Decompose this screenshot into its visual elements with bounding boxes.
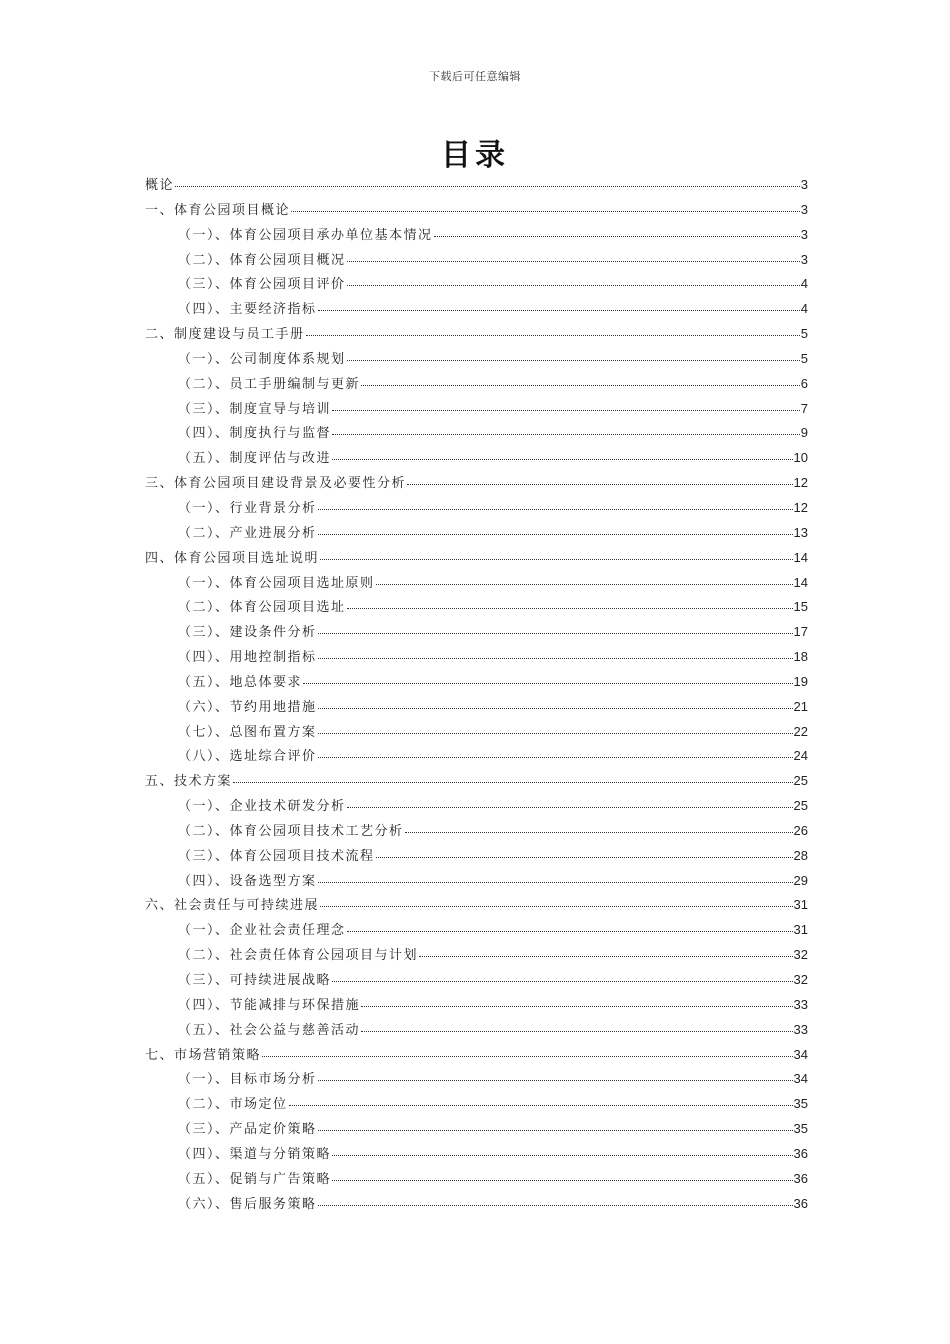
toc-entry-page-number: 9 <box>800 425 808 441</box>
toc-dot-leader <box>332 1155 793 1156</box>
toc-entry-label: （八）、选址综合评价 <box>178 749 317 765</box>
toc-entry[interactable] <box>145 870 808 895</box>
toc-entry-page-number: 6 <box>800 375 808 391</box>
toc-entry[interactable] <box>145 596 808 621</box>
toc-entry[interactable] <box>145 1193 808 1218</box>
toc-dot-leader <box>175 186 800 187</box>
toc-entry[interactable] <box>145 820 808 845</box>
toc-dot-leader <box>347 261 800 262</box>
toc-entry-page-number: 4 <box>800 301 808 317</box>
toc-entry-page-number: 13 <box>793 524 808 540</box>
toc-entry[interactable] <box>145 1143 808 1168</box>
toc-entry-label: 七、市场营销策略 <box>145 1047 262 1063</box>
toc-entry-label: 一、体育公园项目概论 <box>145 202 291 218</box>
toc-entry-page-number: 33 <box>793 1021 808 1037</box>
toc-entry-page-number: 14 <box>793 549 808 565</box>
toc-entry-label: 概论 <box>145 178 175 193</box>
toc-entry-page-number: 31 <box>793 922 808 938</box>
toc-dot-leader <box>347 608 793 609</box>
toc-entry-label: （一）、体育公园项目选址原则 <box>178 575 375 591</box>
toc-entry-label: （一）、公司制度体系规划 <box>178 351 346 367</box>
toc-entry-label: 二、制度建设与员工手册 <box>145 327 305 343</box>
toc-entry-page-number: 24 <box>793 748 808 764</box>
toc-entry-page-number: 12 <box>793 475 808 491</box>
toc-entry-page-number: 26 <box>793 822 808 838</box>
toc-entry-label: 六、社会责任与可持续进展 <box>145 898 320 914</box>
toc-entry-label: （四）、用地控制指标 <box>178 650 317 666</box>
toc-entry-page-number: 22 <box>793 723 808 739</box>
toc-dot-leader <box>361 385 800 386</box>
toc-entry-page-number: 19 <box>793 673 808 689</box>
toc-entry-label: （五）、社会公益与慈善活动 <box>178 1022 361 1038</box>
toc-entry[interactable] <box>145 1068 808 1093</box>
toc-entry[interactable] <box>145 572 808 597</box>
toc-dot-leader <box>318 509 793 510</box>
toc-entry-label: （六）、售后服务策略 <box>178 1196 317 1212</box>
toc-entry[interactable] <box>145 621 808 646</box>
toc-entry-label: （四）、渠道与分销策略 <box>178 1146 332 1162</box>
toc-dot-leader <box>262 1056 793 1057</box>
toc-entry-label: （二）、体育公园项目技术工艺分析 <box>178 823 404 839</box>
toc-entry[interactable] <box>145 745 808 770</box>
toc-entry-page-number: 36 <box>793 1170 808 1186</box>
toc-entry-label: （三）、体育公园项目技术流程 <box>178 848 375 864</box>
toc-entry-label: （一）、企业技术研发分析 <box>178 799 346 815</box>
toc-dot-leader <box>318 733 793 734</box>
toc-dot-leader <box>405 832 793 833</box>
toc-entry-page-number: 25 <box>793 773 808 789</box>
toc-entry-label: （六）、节约用地措施 <box>178 699 317 715</box>
toc-dot-leader <box>318 1205 793 1206</box>
toc-entry-label: （七）、总图布置方案 <box>178 724 317 740</box>
toc-entry[interactable] <box>145 273 808 298</box>
toc-entry-page-number: 34 <box>793 1071 808 1087</box>
page-title: 目录 <box>441 138 509 173</box>
toc-entry-page-number: 33 <box>793 996 808 1012</box>
toc-entry-label: （四）、节能减排与环保措施 <box>178 997 361 1013</box>
toc-dot-leader <box>332 459 793 460</box>
toc-entry[interactable] <box>145 398 808 423</box>
toc-entry[interactable] <box>145 1093 808 1118</box>
toc-entry-page-number: 3 <box>800 201 808 217</box>
toc-entry-page-number: 12 <box>793 499 808 515</box>
toc-entry-page-number: 35 <box>793 1096 808 1112</box>
toc-entry-page-number: 18 <box>793 649 808 665</box>
toc-entry-page-number: 36 <box>793 1195 808 1211</box>
toc-dot-leader <box>361 1031 793 1032</box>
toc-entry[interactable] <box>145 1118 808 1143</box>
toc-entry[interactable] <box>145 547 808 572</box>
toc-entry-page-number: 3 <box>800 251 808 267</box>
toc-entry-page-number: 7 <box>800 400 808 416</box>
toc-entry-page-number: 31 <box>793 897 808 913</box>
toc-entry[interactable] <box>145 894 808 919</box>
toc-dot-leader <box>318 310 800 311</box>
toc-entry[interactable] <box>145 298 808 323</box>
toc-entry-page-number: 34 <box>793 1046 808 1062</box>
toc-entry-label: 五、技术方案 <box>145 774 233 790</box>
toc-entry[interactable] <box>145 1044 808 1069</box>
toc-entry[interactable] <box>145 1019 808 1044</box>
toc-entry[interactable] <box>145 224 808 249</box>
toc-dot-leader <box>347 807 793 808</box>
toc-entry[interactable] <box>145 323 808 348</box>
toc-entry-page-number: 21 <box>793 698 808 714</box>
toc-entry-page-number: 32 <box>793 972 808 987</box>
toc-dot-leader <box>233 782 793 783</box>
header-note: 下载后可任意编辑 <box>429 70 521 83</box>
toc-entry[interactable] <box>145 422 808 447</box>
toc-entry-page-number: 35 <box>793 1121 808 1137</box>
toc-entry-label: （二）、体育公园项目选址 <box>178 600 346 616</box>
toc-dot-leader <box>318 658 793 659</box>
toc-entry-label: （二）、产业进展分析 <box>178 525 317 541</box>
toc-entry[interactable] <box>145 944 808 969</box>
toc-dot-leader <box>306 335 800 336</box>
toc-entry[interactable] <box>145 373 808 398</box>
table-of-contents <box>145 174 808 1217</box>
toc-dot-leader <box>332 1180 793 1181</box>
toc-entry[interactable] <box>145 174 808 199</box>
toc-entry-label: 四、体育公园项目选址说明 <box>145 550 320 566</box>
toc-entry-label: （五）、地总体要求 <box>178 674 303 690</box>
toc-entry-page-number: 32 <box>793 947 808 963</box>
toc-dot-leader <box>291 211 800 212</box>
toc-entry-label: （四）、设备选型方案 <box>178 873 317 889</box>
toc-dot-leader <box>347 931 793 932</box>
toc-entry-label: （一）、目标市场分析 <box>178 1072 317 1088</box>
toc-entry-label: （三）、建设条件分析 <box>178 625 317 641</box>
toc-entry[interactable] <box>145 472 808 497</box>
toc-entry[interactable] <box>145 646 808 671</box>
toc-dot-leader <box>347 285 800 286</box>
toc-entry-label: （五）、制度评估与改进 <box>178 451 332 467</box>
toc-entry-page-number: 10 <box>793 450 808 466</box>
toc-entry-page-number: 28 <box>793 847 808 863</box>
toc-entry-label: （三）、体育公园项目评价 <box>178 277 346 293</box>
toc-entry-label: （一）、体育公园项目承办单位基本情况 <box>178 227 433 243</box>
toc-entry-label: （二）、员工手册编制与更新 <box>178 376 361 392</box>
toc-entry-page-number: 4 <box>800 276 808 292</box>
toc-dot-leader <box>318 882 793 883</box>
toc-entry-label: （五）、促销与广告策略 <box>178 1171 332 1187</box>
toc-entry-page-number: 5 <box>800 350 808 366</box>
toc-dot-leader <box>361 1006 793 1007</box>
toc-entry-page-number: 17 <box>793 624 808 640</box>
toc-entry-label: （三）、产品定价策略 <box>178 1122 317 1138</box>
toc-entry-label: （一）、行业背景分析 <box>178 500 317 516</box>
toc-entry-label: 三、体育公园项目建设背景及必要性分析 <box>145 476 407 492</box>
toc-entry[interactable] <box>145 770 808 795</box>
toc-dot-leader <box>303 683 793 684</box>
toc-dot-leader <box>332 410 800 411</box>
toc-entry-page-number: 15 <box>793 599 808 615</box>
toc-entry[interactable] <box>145 671 808 696</box>
toc-entry-page-number: 3 <box>800 177 808 192</box>
toc-entry-label: （三）、可持续进展战略 <box>178 973 332 988</box>
toc-entry[interactable] <box>145 721 808 746</box>
toc-entry-page-number: 3 <box>800 226 808 242</box>
toc-entry[interactable] <box>145 696 808 721</box>
toc-entry-label: （二）、社会责任体育公园项目与计划 <box>178 948 419 964</box>
toc-entry[interactable] <box>145 249 808 274</box>
toc-dot-leader <box>289 1105 793 1106</box>
toc-dot-leader <box>419 956 793 957</box>
toc-dot-leader <box>376 584 793 585</box>
toc-dot-leader <box>347 360 800 361</box>
toc-entry-page-number: 29 <box>793 872 808 888</box>
toc-entry[interactable] <box>145 845 808 870</box>
toc-entry-label: （二）、市场定位 <box>178 1097 288 1113</box>
toc-dot-leader <box>407 484 793 485</box>
toc-entry-label: （四）、主要经济指标 <box>178 302 317 318</box>
toc-entry-page-number: 36 <box>793 1145 808 1161</box>
toc-dot-leader <box>320 906 793 907</box>
toc-dot-leader <box>434 236 800 237</box>
toc-entry-page-number: 5 <box>800 326 808 342</box>
toc-dot-leader <box>318 757 793 758</box>
toc-entry[interactable] <box>145 919 808 944</box>
toc-dot-leader <box>332 434 800 435</box>
toc-entry-label: （四）、制度执行与监督 <box>178 426 332 442</box>
toc-dot-leader <box>376 857 793 858</box>
toc-dot-leader <box>320 559 793 560</box>
toc-dot-leader <box>318 1130 793 1131</box>
toc-dot-leader <box>318 534 793 535</box>
toc-entry-label: （三）、制度宣导与培训 <box>178 401 332 417</box>
toc-entry[interactable] <box>145 1168 808 1193</box>
toc-entry[interactable] <box>145 447 808 472</box>
toc-entry[interactable] <box>145 497 808 522</box>
toc-dot-leader <box>318 633 793 634</box>
toc-entry-page-number: 14 <box>793 574 808 590</box>
toc-entry-label: （一）、企业社会责任理念 <box>178 923 346 939</box>
toc-dot-leader <box>318 1080 793 1081</box>
toc-dot-leader <box>318 708 793 709</box>
toc-dot-leader <box>332 981 793 982</box>
toc-entry-page-number: 25 <box>793 798 808 814</box>
toc-entry[interactable] <box>145 795 808 820</box>
toc-entry[interactable] <box>145 348 808 373</box>
toc-entry[interactable] <box>145 199 808 224</box>
toc-entry[interactable] <box>145 969 808 994</box>
toc-entry-label: （二）、体育公园项目概况 <box>178 252 346 268</box>
toc-entry[interactable] <box>145 994 808 1019</box>
toc-entry[interactable] <box>145 522 808 547</box>
